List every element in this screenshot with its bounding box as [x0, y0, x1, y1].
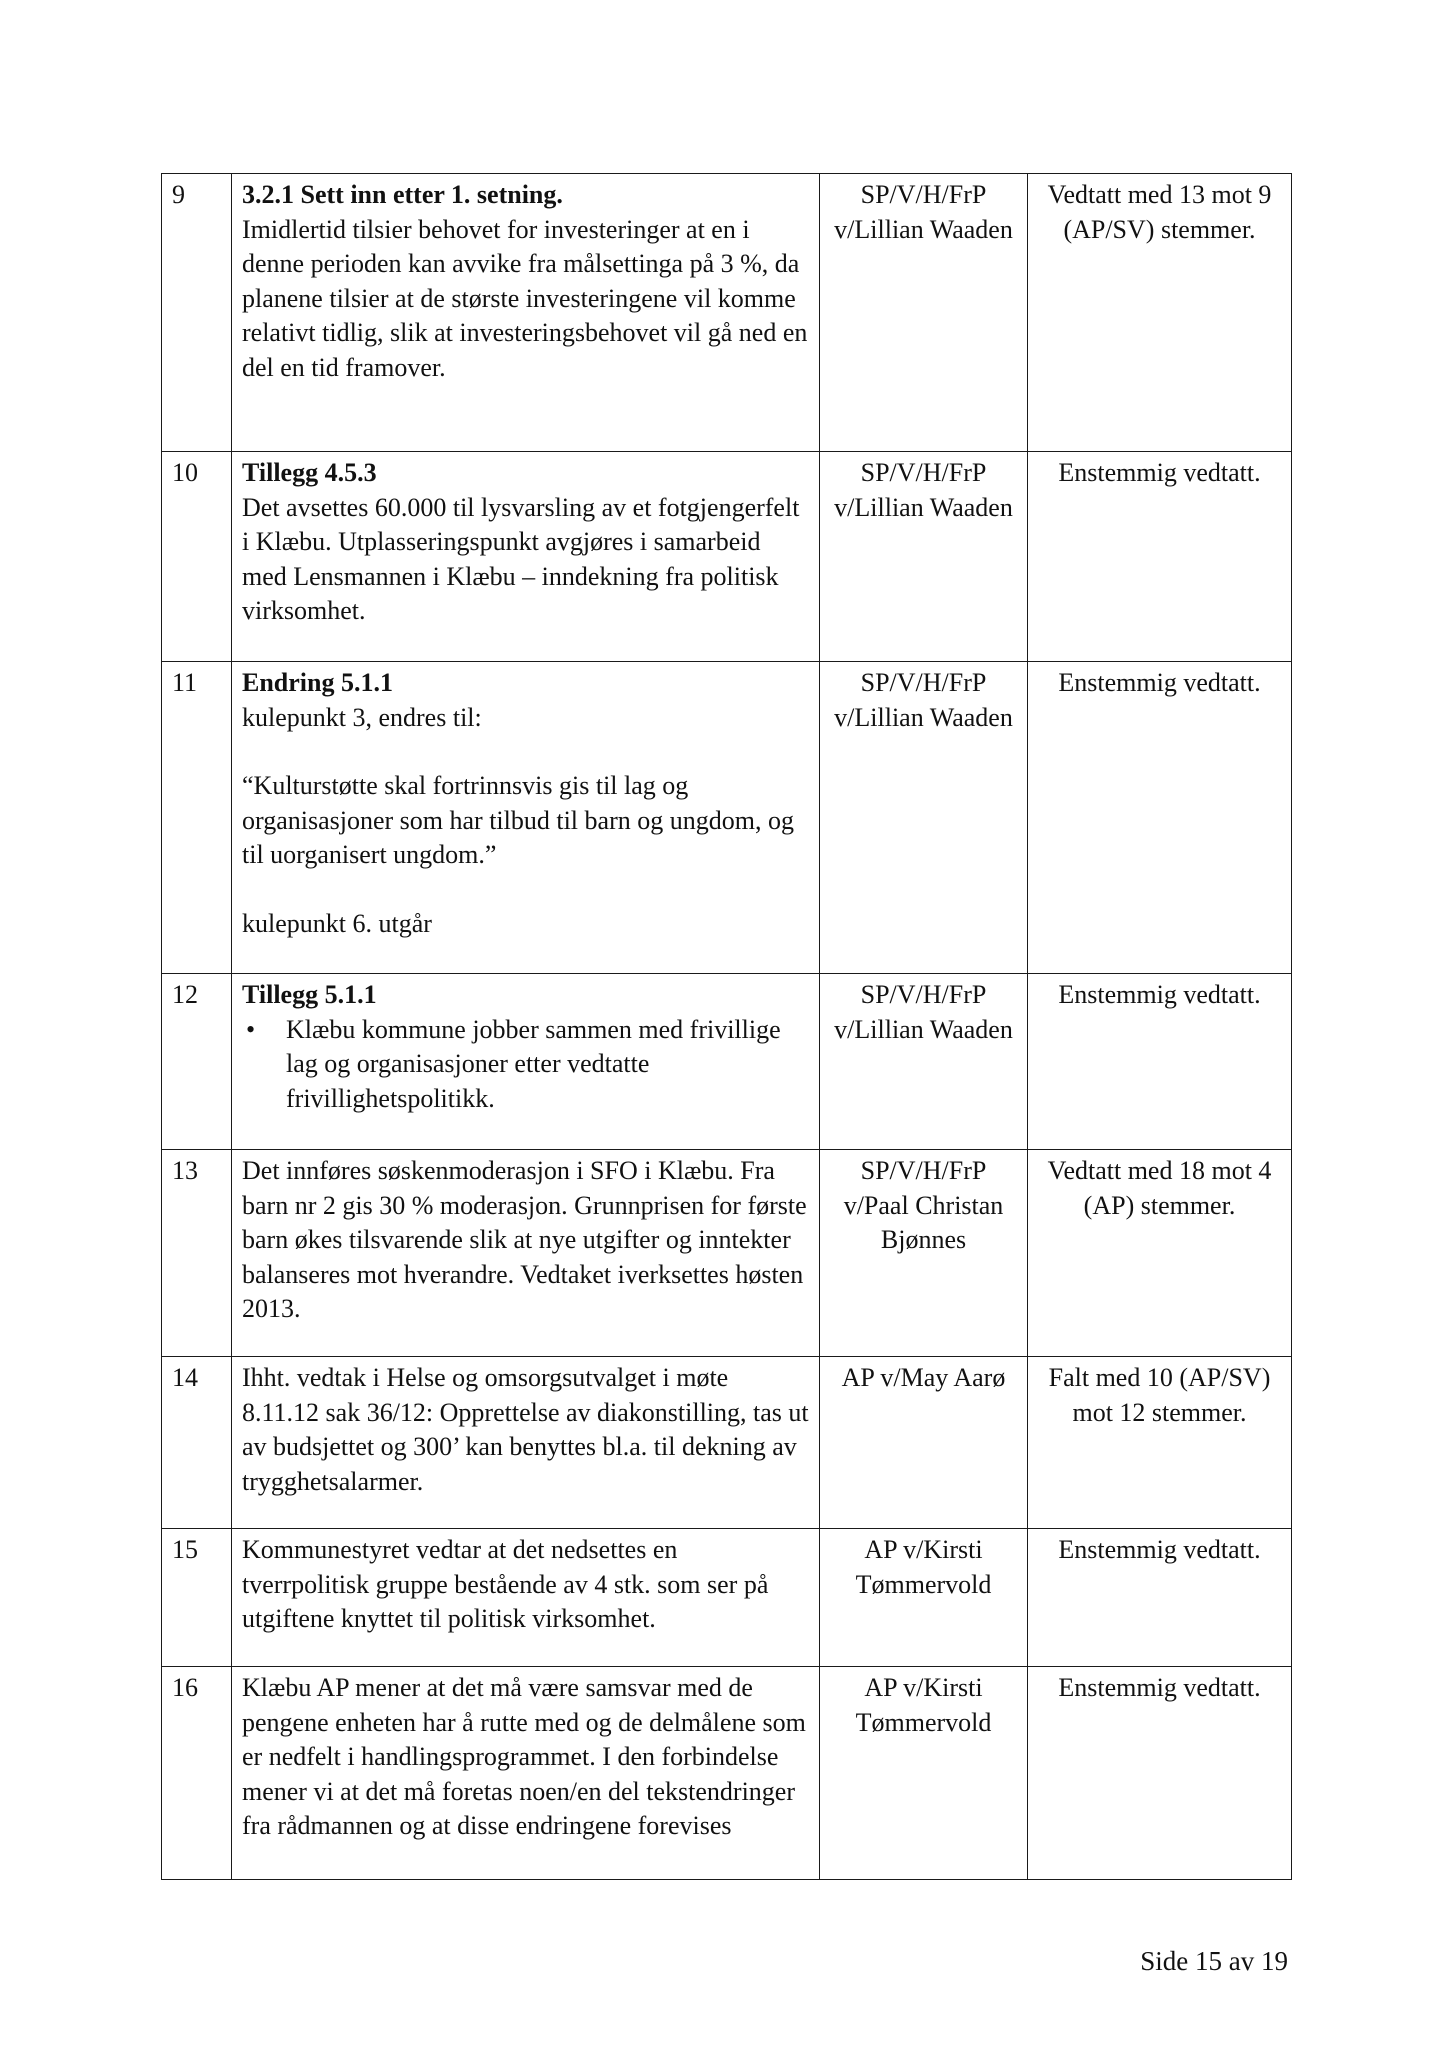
proposer: SP/V/H/FrP v/Lillian Waaden [820, 174, 1028, 452]
vote-result: Enstemmig vedtatt. [1028, 1667, 1292, 1880]
proposal-line: kulepunkt 3, endres til: [242, 702, 482, 732]
proposal-text [232, 662, 820, 974]
row-number: 15 [162, 1529, 232, 1667]
proposal-heading: 3.2.1 Sett inn etter 1. setning. [242, 180, 563, 209]
proposal-heading: Tillegg 4.5.3 [242, 458, 377, 487]
proposal-line: kulepunkt 6. utgår [242, 908, 432, 938]
row-number: 14 [162, 1357, 232, 1529]
vote-result: Falt med 10 (AP/SV) mot 12 stemmer. [1028, 1357, 1292, 1529]
proposals-table [161, 173, 1292, 1880]
proposer: SP/V/H/FrP v/Lillian Waaden [820, 974, 1028, 1150]
bullet-list [242, 1013, 809, 1117]
table-row [162, 974, 1292, 1150]
proposal-text [232, 452, 820, 662]
vote-result: Enstemmig vedtatt. [1028, 452, 1292, 662]
row-number: 11 [162, 662, 232, 974]
proposal-text [232, 974, 820, 1150]
row-number: 9 [162, 174, 232, 452]
proposer: AP v/May Aarø [820, 1357, 1028, 1529]
list-item [242, 1013, 809, 1117]
proposal-body: Det avsettes 60.000 til lysvarsling av et fotgjengerfelt i Klæbu. Utplasseringspunkt avgjøres i samarbeid med Lensmannen i Klæbu – inndekning fra politisk virksomhet. [242, 492, 800, 625]
proposal-text [232, 174, 820, 452]
vote-result: Vedtatt med 13 mot 9 (AP/SV) stemmer. [1028, 174, 1292, 452]
proposal-text [232, 1357, 820, 1529]
table-row [162, 174, 1292, 452]
proposal-body: Klæbu AP mener at det må være samsvar med de pengene enheten har å rutte med og de delmålene som er nedfelt i handlingsprogrammet. I den forbindelse mener vi at det må foretas noen/en del tekstendringer fra rådmannen og at disse endringene forevises [242, 1673, 806, 1840]
row-number: 12 [162, 974, 232, 1150]
proposer: SP/V/H/FrP v/Lillian Waaden [820, 662, 1028, 974]
proposer: SP/V/H/FrP v/Paal Christan Bjønnes [820, 1150, 1028, 1357]
proposal-body: Imidlertid tilsier behovet for investeringer at en i denne perioden kan avvike fra målsettinga på 3 %, da planene tilsier at de største investeringene vil komme relativt tidlig, slik at investeringsbehovet vil gå ned en del en tid framover. [242, 214, 808, 382]
page-number: Side 15 av 19 [1140, 1946, 1288, 1976]
proposal-text [232, 1529, 820, 1667]
table-row [162, 452, 1292, 662]
vote-result: Enstemmig vedtatt. [1028, 974, 1292, 1150]
vote-result: Enstemmig vedtatt. [1028, 662, 1292, 974]
table-row [162, 1357, 1292, 1529]
proposer: SP/V/H/FrP v/Lillian Waaden [820, 452, 1028, 662]
row-number: 16 [162, 1667, 232, 1880]
table-row [162, 1667, 1292, 1880]
table-row [162, 1150, 1292, 1357]
proposer: AP v/Kirsti Tømmervold [820, 1667, 1028, 1880]
proposal-body: Ihht. vedtak i Helse og omsorgsutvalget i møte 8.11.12 sak 36/12: Opprettelse av diakonstilling, tas ut av budsjettet og 300’ kan benyttes bl.a. til dekning av trygghetsalarmer. [242, 1363, 809, 1496]
proposal-text [232, 1150, 820, 1357]
row-number: 13 [162, 1150, 232, 1357]
vote-result: Enstemmig vedtatt. [1028, 1529, 1292, 1667]
proposal-quote: “Kulturstøtte skal fortrinnsvis gis til lag og organisasjoner som har tilbud til barn og ungdom, og til uorganisert ungdom.” [242, 771, 794, 869]
vote-result: Vedtatt med 18 mot 4 (AP) stemmer. [1028, 1150, 1292, 1357]
proposal-body: Det innføres søskenmoderasjon i SFO i Klæbu. Fra barn nr 2 gis 30 % moderasjon. Grunnprisen for første barn økes tilsvarende slik at nye utgifter og inntekter balanseres mot hverandre. Vedtaket iverksettes høsten 2013. [242, 1156, 807, 1323]
proposer: AP v/Kirsti Tømmervold [820, 1529, 1028, 1667]
proposal-text [232, 1667, 820, 1880]
proposal-body: Kommunestyret vedtar at det nedsettes en tverrpolitisk gruppe bestående av 4 stk. som ser på utgiftene knyttet til politisk virksomhet. [242, 1535, 769, 1633]
table-row [162, 1529, 1292, 1667]
bullet-text: Klæbu kommune jobber sammen med frivillige lag og organisasjoner etter vedtatte frivillighetspolitikk. [286, 1014, 781, 1113]
proposal-heading: Endring 5.1.1 [242, 668, 393, 697]
proposal-heading: Tillegg 5.1.1 [242, 980, 377, 1009]
row-number: 10 [162, 452, 232, 662]
bullet-icon: • [246, 1014, 256, 1044]
table-row [162, 662, 1292, 974]
